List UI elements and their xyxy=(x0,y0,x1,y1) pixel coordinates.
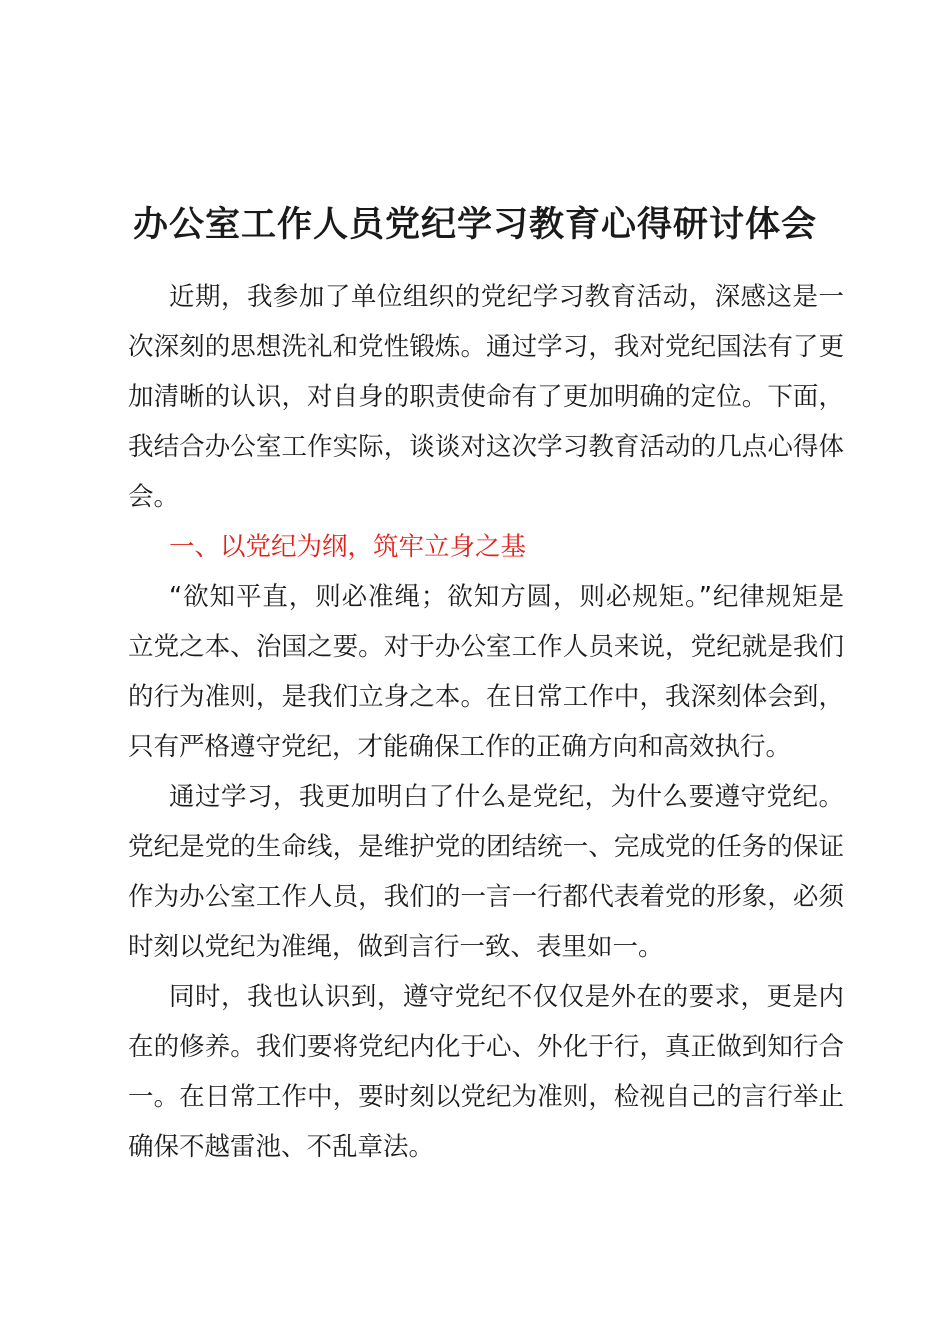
paragraph-intro: 近期，我参加了单位组织的党纪学习教育活动，深感这是一次深刻的思想洗礼和党性锻炼。通过学习，我对党纪国法有了更加清晰的认识，对自身的职责使命有了更加明确的定位。下面，我结合办公室工作实际，谈谈对这次学习教育活动的几点心得体会。 xyxy=(128,282,844,512)
document-title: 办公室工作人员党纪学习教育心得研讨体会 xyxy=(132,205,817,245)
paragraph-3: 通过学习，我更加明白了什么是党纪，为什么要遵守党纪。党纪是党的生命线，是维护党的团结统一、完成党的任务的保证作为办公室工作人员，我们的一言一行都代表着党的形象，必须时刻以党纪为准绳，做到言行一致、表里如一。 xyxy=(128,782,844,962)
document-body xyxy=(128,272,844,1172)
paragraph-4: 同时，我也认识到，遵守党纪不仅仅是外在的要求，更是内在的修养。我们要将党纪内化于心、外化于行，真正做到知行合一。在日常工作中，要时刻以党纪为准则，检视自己的言行举止确保不越雷池、不乱章法。 xyxy=(128,982,844,1162)
section-heading-1: 一、以党纪为纲，筑牢立身之基 xyxy=(169,532,527,562)
paragraph-2: “欲知平直，则必准绳；欲知方圆，则必规矩。”纪律规矩是立党之本、治国之要。对于办公室工作人员来说，党纪就是我们的行为准则，是我们立身之本。在日常工作中，我深刻体会到，只有严格遵守党纪，才能确保工作的正确方向和高效执行。 xyxy=(128,582,844,762)
